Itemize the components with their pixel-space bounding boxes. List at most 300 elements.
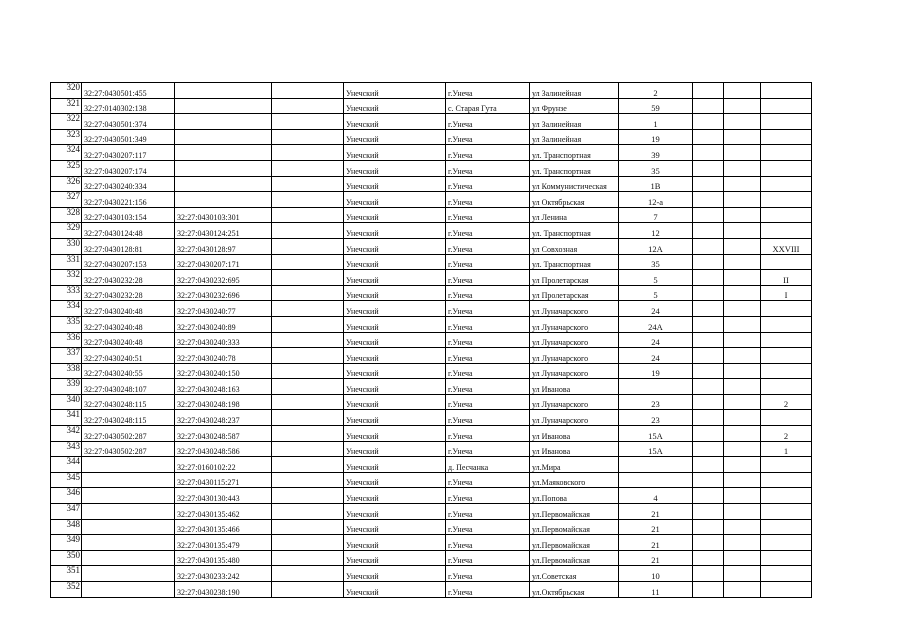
object-cadastral-number-cell: 32:27:0430124:251 [175,223,272,239]
settlement-cell: г.Унеча [446,472,530,488]
blank-cell [693,410,724,426]
district-cell: Унечский [344,488,446,504]
object-cadastral-number-cell: 32:27:0430240:77 [175,301,272,317]
settlement-cell: с. Старая Гута [446,98,530,114]
cadastral-number-cell [82,488,175,504]
street-cell: ул.Советская [530,566,619,582]
settlement-cell: г.Унеча [446,566,530,582]
object-cadastral-number-cell: 32:27:0430238:190 [175,582,272,598]
blank-cell [724,114,761,130]
object-cadastral-number-cell: 32:27:0430135:462 [175,504,272,520]
apartment-cell [761,160,812,176]
apartment-cell [761,379,812,395]
table-row [51,176,812,192]
apartment-cell [761,301,812,317]
blank-cell [693,332,724,348]
blank-cell [724,410,761,426]
row-number: 328 [51,207,82,223]
table-row [51,192,812,208]
blank-cell [693,145,724,161]
settlement-cell: г.Унеча [446,176,530,192]
row-number: 352 [51,582,82,598]
object-cadastral-number-cell: 32:27:0430232:696 [175,285,272,301]
blank-cell [724,207,761,223]
settlement-cell: г.Унеча [446,348,530,364]
blank-cell [272,535,344,551]
row-number: 324 [51,145,82,161]
house-number-cell: 35 [619,160,693,176]
object-cadastral-number-cell [175,192,272,208]
cadastral-number-cell: 32:27:0430232:28 [82,270,175,286]
house-number-cell: 12А [619,238,693,254]
object-cadastral-number-cell: 32:27:0430130:443 [175,488,272,504]
house-number-cell: 21 [619,535,693,551]
table-row [51,145,812,161]
row-number: 338 [51,363,82,379]
blank-cell [693,566,724,582]
district-cell: Унечский [344,145,446,161]
row-number: 320 [51,83,82,99]
street-cell: ул. Транспортная [530,254,619,270]
blank-cell [724,129,761,145]
district-cell: Унечский [344,410,446,426]
apartment-cell: I [761,285,812,301]
cadastral-number-cell [82,457,175,473]
settlement-cell: г.Унеча [446,254,530,270]
cadastral-number-cell: 32:27:0430248:115 [82,410,175,426]
blank-cell [724,457,761,473]
apartment-cell: 2 [761,426,812,442]
blank-cell [693,582,724,598]
row-number: 345 [51,472,82,488]
row-number: 330 [51,238,82,254]
row-number: 323 [51,129,82,145]
house-number-cell [619,457,693,473]
cadastral-number-cell [82,582,175,598]
blank-cell [272,472,344,488]
settlement-cell: г.Унеча [446,379,530,395]
apartment-cell [761,550,812,566]
apartment-cell: 1 [761,441,812,457]
object-cadastral-number-cell: 32:27:0430240:89 [175,316,272,332]
object-cadastral-number-cell [175,160,272,176]
blank-cell [272,285,344,301]
house-number-cell: 24 [619,301,693,317]
street-cell: ул Луначарского [530,348,619,364]
house-number-cell: 21 [619,550,693,566]
district-cell: Унечский [344,535,446,551]
apartment-cell [761,519,812,535]
row-number: 343 [51,441,82,457]
blank-cell [724,566,761,582]
blank-cell [693,457,724,473]
blank-cell [724,238,761,254]
apartment-cell [761,254,812,270]
house-number-cell: 1 [619,114,693,130]
table-row [51,160,812,176]
blank-cell [693,207,724,223]
blank-cell [724,98,761,114]
blank-cell [693,223,724,239]
cadastral-number-cell [82,504,175,520]
blank-cell [693,394,724,410]
cadastral-number-cell: 32:27:0430128:81 [82,238,175,254]
object-cadastral-number-cell: 32:27:0430128:97 [175,238,272,254]
blank-cell [272,519,344,535]
table-row [51,519,812,535]
object-cadastral-number-cell: 32:27:0430240:78 [175,348,272,364]
cadastral-number-cell [82,566,175,582]
district-cell: Унечский [344,301,446,317]
blank-cell [272,98,344,114]
table-row [51,270,812,286]
blank-cell [724,192,761,208]
blank-cell [693,550,724,566]
blank-cell [272,254,344,270]
blank-cell [693,83,724,99]
cadastral-number-cell: 32:27:0430248:107 [82,379,175,395]
district-cell: Унечский [344,426,446,442]
house-number-cell: 4 [619,488,693,504]
blank-cell [693,192,724,208]
apartment-cell [761,363,812,379]
house-number-cell: 12 [619,223,693,239]
blank-cell [724,316,761,332]
object-cadastral-number-cell: 32:27:0430240:150 [175,363,272,379]
blank-cell [272,379,344,395]
object-cadastral-number-cell [175,114,272,130]
row-number: 327 [51,192,82,208]
district-cell: Унечский [344,160,446,176]
settlement-cell: г.Унеча [446,410,530,426]
blank-cell [693,160,724,176]
street-cell: ул Октябрьская [530,192,619,208]
table-row [51,550,812,566]
blank-cell [693,270,724,286]
cadastral-number-cell: 32:27:0430103:154 [82,207,175,223]
table-row [51,254,812,270]
district-cell: Унечский [344,504,446,520]
object-cadastral-number-cell [175,83,272,99]
blank-cell [272,160,344,176]
table-row [51,223,812,239]
row-number: 332 [51,270,82,286]
object-cadastral-number-cell [175,98,272,114]
table-row [51,83,812,99]
blank-cell [272,238,344,254]
row-number: 350 [51,550,82,566]
table-row [51,114,812,130]
blank-cell [272,83,344,99]
blank-cell [724,504,761,520]
house-number-cell: 11 [619,582,693,598]
object-cadastral-number-cell [175,129,272,145]
district-cell: Унечский [344,316,446,332]
settlement-cell: г.Унеча [446,192,530,208]
settlement-cell: г.Унеча [446,582,530,598]
blank-cell [272,550,344,566]
blank-cell [724,223,761,239]
district-cell: Унечский [344,238,446,254]
house-number-cell: 19 [619,129,693,145]
cadastral-number-cell: 32:27:0430501:349 [82,129,175,145]
blank-cell [724,160,761,176]
settlement-cell: г.Унеча [446,83,530,99]
settlement-cell: г.Унеча [446,238,530,254]
table-row [51,394,812,410]
blank-cell [724,488,761,504]
table-row [51,441,812,457]
table-row [51,426,812,442]
blank-cell [724,535,761,551]
settlement-cell: г.Унеча [446,285,530,301]
row-number: 351 [51,566,82,582]
street-cell: ул.Мира [530,457,619,473]
object-cadastral-number-cell [175,145,272,161]
district-cell: Унечский [344,519,446,535]
cadastral-number-cell: 32:27:0430240:51 [82,348,175,364]
blank-cell [724,426,761,442]
apartment-cell [761,114,812,130]
table-row [51,332,812,348]
table-row [51,582,812,598]
blank-cell [272,129,344,145]
house-number-cell: 5 [619,270,693,286]
settlement-cell: г.Унеча [446,114,530,130]
apartment-cell [761,457,812,473]
object-cadastral-number-cell [175,176,272,192]
street-cell: ул.Первомайская [530,535,619,551]
apartment-cell [761,83,812,99]
blank-cell [272,488,344,504]
house-number-cell: 5 [619,285,693,301]
cadastral-number-cell: 32:27:0430124:48 [82,223,175,239]
street-cell: ул.Первомайская [530,504,619,520]
street-cell: ул Залинейная [530,129,619,145]
table-row [51,316,812,332]
district-cell: Унечский [344,379,446,395]
row-number: 339 [51,379,82,395]
blank-cell [724,145,761,161]
blank-cell [272,566,344,582]
house-number-cell: 2 [619,83,693,99]
apartment-cell [761,129,812,145]
apartment-cell: II [761,270,812,286]
blank-cell [272,426,344,442]
district-cell: Унечский [344,254,446,270]
table-row [51,504,812,520]
cadastral-number-cell: 32:27:0430240:334 [82,176,175,192]
street-cell: ул Коммунистическая [530,176,619,192]
district-cell: Унечский [344,441,446,457]
apartment-cell [761,332,812,348]
house-number-cell: 59 [619,98,693,114]
apartment-cell [761,223,812,239]
blank-cell [724,270,761,286]
row-number: 337 [51,348,82,364]
house-number-cell [619,379,693,395]
row-number: 334 [51,301,82,317]
cadastral-number-cell: 32:27:0430240:48 [82,316,175,332]
apartment-cell [761,98,812,114]
settlement-cell: г.Унеча [446,519,530,535]
cadastral-number-cell: 32:27:0430502:287 [82,426,175,442]
blank-cell [272,192,344,208]
blank-cell [724,301,761,317]
table-row [51,207,812,223]
settlement-cell: г.Унеча [446,207,530,223]
apartment-cell [761,488,812,504]
blank-cell [724,363,761,379]
blank-cell [693,426,724,442]
blank-cell [724,550,761,566]
table-row [51,410,812,426]
house-number-cell: 21 [619,519,693,535]
cadastral-number-cell: 32:27:0430232:28 [82,285,175,301]
cadastral-number-cell [82,550,175,566]
district-cell: Унечский [344,270,446,286]
blank-cell [724,379,761,395]
district-cell: Унечский [344,285,446,301]
house-number-cell: 23 [619,394,693,410]
settlement-cell: д. Песчанка [446,457,530,473]
blank-cell [272,582,344,598]
settlement-cell: г.Унеча [446,223,530,239]
blank-cell [693,129,724,145]
object-cadastral-number-cell: 32:27:0430135:480 [175,550,272,566]
district-cell: Унечский [344,566,446,582]
object-cadastral-number-cell: 32:27:0430115:271 [175,472,272,488]
blank-cell [724,348,761,364]
object-cadastral-number-cell: 32:27:0430232:695 [175,270,272,286]
blank-cell [724,472,761,488]
blank-cell [693,285,724,301]
table-row [51,535,812,551]
blank-cell [272,207,344,223]
blank-cell [693,519,724,535]
blank-cell [724,254,761,270]
settlement-cell: г.Унеча [446,550,530,566]
street-cell: ул.Первомайская [530,519,619,535]
table-row [51,98,812,114]
street-cell: ул Иванова [530,426,619,442]
house-number-cell: 7 [619,207,693,223]
street-cell: ул Пролетарская [530,270,619,286]
blank-cell [693,535,724,551]
object-cadastral-number-cell: 32:27:0430248:198 [175,394,272,410]
table-row [51,457,812,473]
cadastral-number-cell [82,535,175,551]
row-number: 344 [51,457,82,473]
settlement-cell: г.Унеча [446,332,530,348]
row-number: 325 [51,160,82,176]
blank-cell [724,176,761,192]
settlement-cell: г.Унеча [446,441,530,457]
house-number-cell: 10 [619,566,693,582]
apartment-cell [761,410,812,426]
object-cadastral-number-cell: 32:27:0430248:586 [175,441,272,457]
street-cell: ул Совхозная [530,238,619,254]
apartment-cell [761,207,812,223]
settlement-cell: г.Унеча [446,426,530,442]
street-cell: ул Фрунзе [530,98,619,114]
settlement-cell: г.Унеча [446,535,530,551]
apartment-cell [761,145,812,161]
blank-cell [693,504,724,520]
blank-cell [272,363,344,379]
blank-cell [272,348,344,364]
settlement-cell: г.Унеча [446,504,530,520]
settlement-cell: г.Унеча [446,316,530,332]
district-cell: Унечский [344,348,446,364]
street-cell: ул Залинейная [530,114,619,130]
house-number-cell [619,472,693,488]
apartment-cell [761,504,812,520]
row-number: 347 [51,504,82,520]
apartment-cell [761,192,812,208]
district-cell: Унечский [344,114,446,130]
cadastral-number-cell: 32:27:0140302:138 [82,98,175,114]
blank-cell [724,285,761,301]
blank-cell [693,379,724,395]
street-cell: ул Залинейная [530,83,619,99]
street-cell: ул Иванова [530,441,619,457]
district-cell: Унечский [344,582,446,598]
settlement-cell: г.Унеча [446,363,530,379]
cadastral-number-cell [82,472,175,488]
table-row [51,348,812,364]
district-cell: Унечский [344,207,446,223]
row-number: 326 [51,176,82,192]
street-cell: ул.Маяковского [530,472,619,488]
cadastral-number-cell [82,519,175,535]
blank-cell [272,114,344,130]
house-number-cell: 21 [619,504,693,520]
table-row [51,363,812,379]
district-cell: Унечский [344,363,446,379]
blank-cell [272,457,344,473]
settlement-cell: г.Унеча [446,270,530,286]
house-number-cell: 24 [619,332,693,348]
district-cell: Унечский [344,223,446,239]
blank-cell [724,394,761,410]
district-cell: Унечский [344,176,446,192]
house-number-cell: 12-а [619,192,693,208]
object-cadastral-number-cell: 32:27:0430103:301 [175,207,272,223]
house-number-cell: 35 [619,254,693,270]
table-row [51,238,812,254]
table-row [51,566,812,582]
blank-cell [693,441,724,457]
street-cell: ул Луначарского [530,363,619,379]
table-row [51,472,812,488]
object-cadastral-number-cell: 32:27:0430248:163 [175,379,272,395]
street-cell: ул.Октябрьская [530,582,619,598]
street-cell: ул Луначарского [530,394,619,410]
blank-cell [272,441,344,457]
blank-cell [724,332,761,348]
street-cell: ул. Транспортная [530,160,619,176]
object-cadastral-number-cell: 32:27:0430248:237 [175,410,272,426]
table-row [51,129,812,145]
blank-cell [272,504,344,520]
cadastral-number-cell: 32:27:0430207:174 [82,160,175,176]
settlement-cell: г.Унеча [446,301,530,317]
settlement-cell: г.Унеча [446,160,530,176]
row-number: 342 [51,426,82,442]
object-cadastral-number-cell: 32:27:0430248:587 [175,426,272,442]
row-number: 331 [51,254,82,270]
